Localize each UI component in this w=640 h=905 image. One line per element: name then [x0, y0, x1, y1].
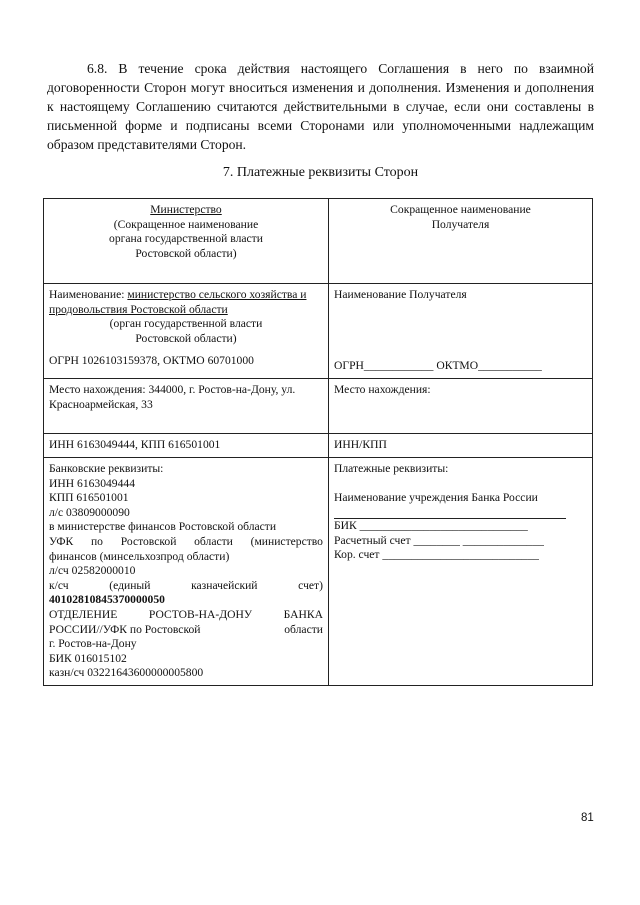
- ministry-bank-cell: [44, 458, 329, 686]
- bank-account-number: 40102810845370000050: [49, 593, 165, 607]
- recipient-header-line: Сокращенное наименование: [390, 203, 531, 216]
- table-row-bank: [44, 458, 593, 686]
- bank-title: Банковские реквизиты:: [49, 462, 164, 475]
- bank-ufk-line: [49, 535, 323, 550]
- ufk-word: (министерство: [250, 534, 323, 548]
- branch-word: РОСТОВ-НА-ДОНУ: [148, 607, 253, 621]
- branch-word: области: [284, 622, 323, 636]
- bank-ministry: в министерстве финансов Ростовской области: [49, 520, 277, 534]
- table-row-name: [44, 284, 593, 379]
- ministry-header-line: (Сокращенное наименование: [113, 217, 259, 231]
- bank-branch-line-2: [49, 623, 323, 638]
- ufk-word: по: [90, 534, 103, 548]
- recipient-header-line: Получателя: [431, 217, 490, 231]
- branch-word: БАНКА: [283, 607, 323, 621]
- ks-word: к/сч: [49, 578, 69, 592]
- recipient-header-cell: [329, 199, 593, 284]
- ks-word: казначейский: [191, 578, 258, 592]
- recipient-bank-name-label: Наименование учреждения Банка России: [334, 490, 538, 504]
- ministry-header-line: органа государственной власти: [109, 232, 263, 246]
- ufk-word: Ростовской: [120, 534, 177, 548]
- ministry-header-line: Ростовской области): [135, 246, 237, 260]
- recipient-bank-title: Платежные реквизиты:: [334, 462, 449, 475]
- clause-6-8-paragraph: 6.8. В течение срока действия настоящего Соглашения в него по взаимной договоренности Сторон могут вноситься изменения и дополнения. Изменения и дополнения к настоящему Соглашению считаются действительными в случае, если они составлены в письменной форме и подписаны всеми Сторонами или уполномоченными надлежащим образом представителями Сторон.: [47, 61, 594, 153]
- ks-word: (единый: [109, 578, 151, 592]
- ministry-name-cell: [44, 284, 329, 379]
- bank-ls: л/с 03809000090: [49, 505, 130, 519]
- recipient-name-label: Наименование Получателя: [334, 288, 467, 301]
- ministry-name-note: (орган государственной власти: [109, 317, 263, 331]
- ministry-name: министерство сельского хозяйства и продовольствия Ростовской области: [49, 288, 307, 316]
- bank-kpp: КПП 616501001: [49, 491, 129, 505]
- recipient-kor-account-field: Кор. счет ___________________________: [334, 548, 539, 562]
- recipient-inn-label: ИНН/КПП: [334, 438, 387, 451]
- table-row-inn: [44, 434, 593, 458]
- bank-inn: ИНН 6163049444: [49, 476, 135, 490]
- bank-bik: БИК 016015102: [49, 651, 127, 665]
- bank-branch-line: [49, 608, 323, 623]
- recipient-address-label: Место нахождения:: [334, 383, 431, 396]
- ufk-word: УФК: [49, 534, 74, 548]
- ministry-header-cell: [44, 199, 329, 284]
- recipient-bank-name-field: [334, 505, 566, 519]
- table-row-header: [44, 199, 593, 284]
- bank-ks-line: [49, 579, 323, 594]
- bank-lsch: л/сч 02582000010: [49, 564, 136, 578]
- recipient-ogrn: ОГРН____________ ОКТМО___________: [334, 359, 542, 373]
- ministry-inn-cell: [44, 434, 329, 458]
- name-prefix: Наименование:: [49, 288, 128, 301]
- bank-city: г. Ростов-на-Дону: [49, 637, 137, 651]
- recipient-inn-cell: [329, 434, 593, 458]
- recipient-account-field: Расчетный счет ________ ______________: [334, 533, 544, 547]
- ministry-name-note: Ростовской области): [135, 331, 237, 345]
- branch-word: ОТДЕЛЕНИЕ: [49, 607, 118, 621]
- ministry-title: Министерство: [150, 203, 222, 216]
- page-number: 81: [581, 812, 594, 824]
- recipient-address-cell: [329, 379, 593, 434]
- ufk-word: области: [194, 534, 233, 548]
- section-heading: 7. Платежные реквизиты Сторон: [222, 165, 419, 180]
- ministry-address-cell: [44, 379, 329, 434]
- recipient-name-cell: [329, 284, 593, 379]
- table-row-address: [44, 379, 593, 434]
- ministry-ogrn: ОГРН 1026103159378, ОКТМО 60701000: [49, 354, 254, 368]
- recipient-bank-cell: [329, 458, 593, 686]
- payment-details-table: [43, 198, 593, 686]
- ks-word: счет): [298, 578, 323, 592]
- ministry-inn-kpp: ИНН 6163049444, КПП 616501001: [49, 438, 221, 451]
- recipient-bik-field: БИК _____________________________: [334, 519, 528, 533]
- bank-kazn-account: казн/сч 03221643600000005800: [49, 666, 204, 680]
- ministry-address: Место нахождения: 344000, г. Ростов-на-Дону, ул. Красноармейская, 33: [49, 383, 296, 411]
- branch-word: РОССИИ//УФК по Ростовской: [49, 622, 201, 636]
- bank-ufk-tail: финансов (минсельхозпрод области): [49, 549, 230, 563]
